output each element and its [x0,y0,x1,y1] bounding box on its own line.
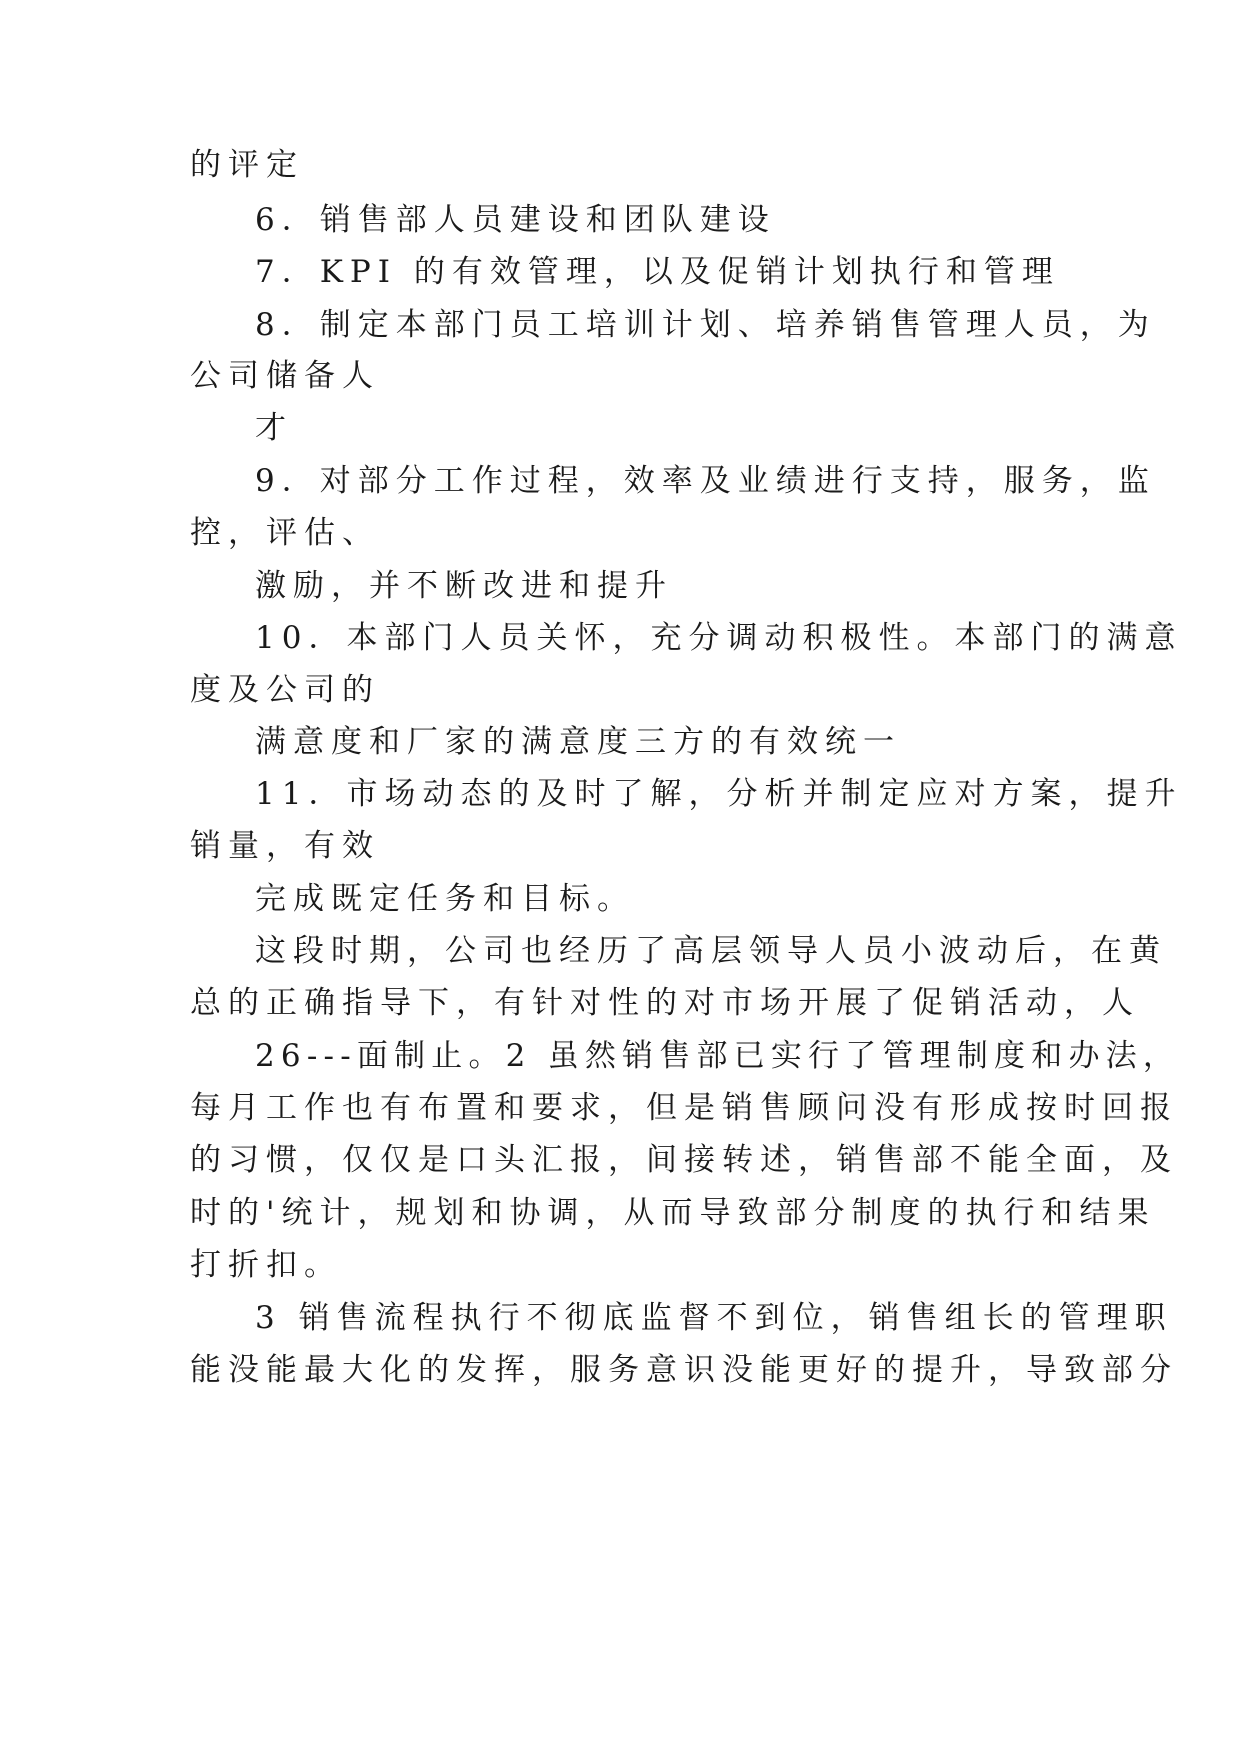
list-item-8: 8．制定本部门员工培训计划、培养销售管理人员，为 [255,307,1156,343]
paragraph-line: 总的正确指导下，有针对性的对市场开展了促销活动，人 [190,985,1140,1021]
paragraph-line: 时的'统计，规划和协调，从而导致部分制度的执行和结果 [190,1195,1156,1231]
list-item-10: 10．本部门人员关怀，充分调动积极性。本部门的满意 [255,620,1183,656]
list-item-7: 7．KPI 的有效管理，以及促销计划执行和管理 [255,254,1060,290]
list-item-11: 11．市场动态的及时了解，分析并制定应对方案，提升 [255,776,1183,812]
text-line: 公司储备人 [190,358,380,394]
paragraph-line: 能没能最大化的发挥，服务意识没能更好的提升，导致部分 [190,1352,1178,1388]
text-line: 度及公司的 [190,672,380,708]
paragraph-line: 每月工作也有布置和要求，但是销售顾问没有形成按时回报 [190,1090,1178,1126]
paragraph-line: 26---面制止。2 虽然销售部已实行了管理制度和办法， [255,1038,1181,1074]
list-item-6: 6．销售部人员建设和团队建设 [255,202,776,238]
text-line: 激励，并不断改进和提升 [255,568,673,604]
text-line: 满意度和厂家的满意度三方的有效统一 [255,724,901,760]
text-line: 控，评估、 [190,515,380,551]
paragraph-line: 的习惯，仅仅是口头汇报，间接转述，销售部不能全面，及 [190,1142,1178,1178]
text-line: 完成既定任务和目标。 [255,881,635,917]
text-line: 的评定 [190,147,304,183]
paragraph-line: 3 销售流程执行不彻底监督不到位，销售组长的管理职 [255,1300,1173,1336]
paragraph-line: 这段时期，公司也经历了高层领导人员小波动后，在黄 [255,933,1167,969]
list-item-9: 9．对部分工作过程，效率及业绩进行支持，服务，监 [255,463,1156,499]
text-line: 销量，有效 [190,828,380,864]
text-line: 才 [255,410,293,446]
paragraph-line: 打折扣。 [190,1247,342,1283]
